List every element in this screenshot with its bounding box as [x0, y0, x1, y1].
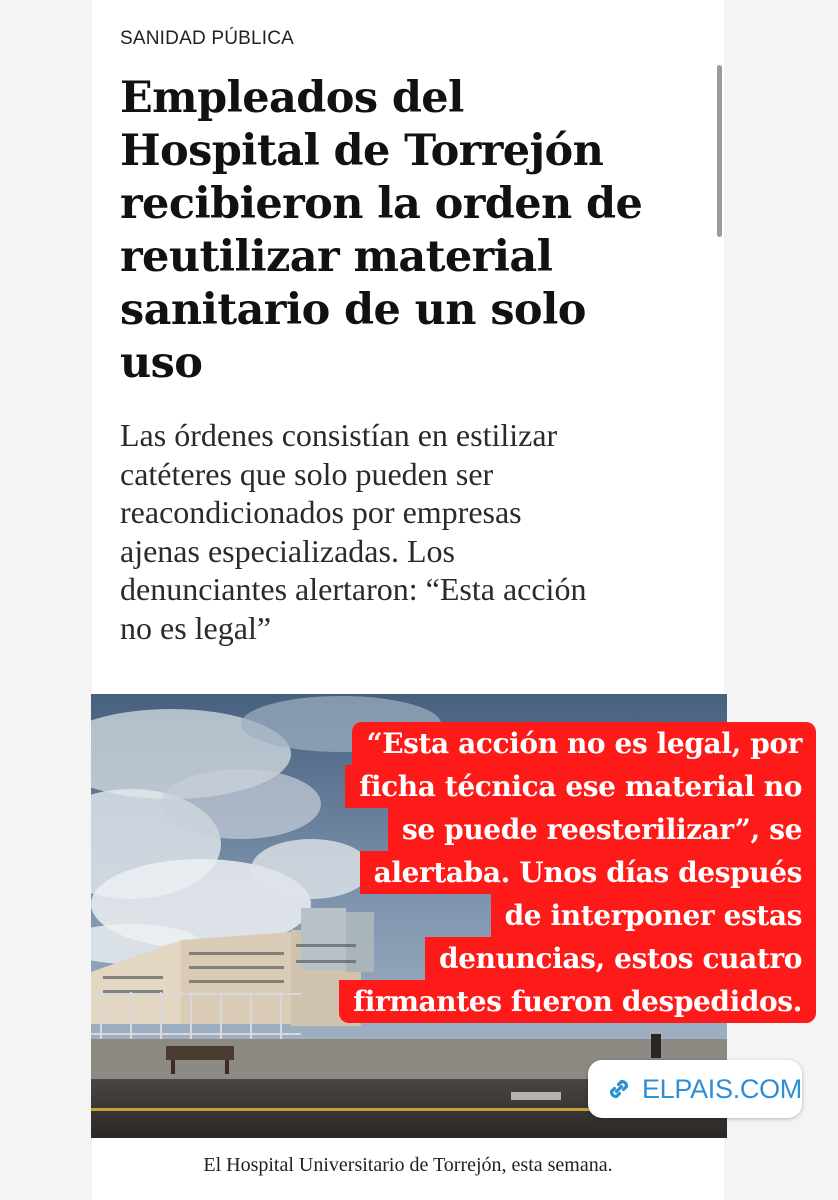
subtitle-line: catéteres que solo pueden ser — [120, 455, 494, 492]
quote-line: ficha técnica ese material no — [345, 765, 816, 808]
headline-line: Hospital de Torrejón — [120, 126, 604, 176]
link-icon — [604, 1074, 634, 1104]
quote-line: denuncias, estos cuatro — [425, 937, 816, 980]
headline-line: Empleados del — [120, 73, 464, 123]
subtitle-line: denunciantes alertaron: “Esta acción — [120, 571, 587, 607]
headline-line: reutilizar material — [120, 232, 553, 282]
quote-line: “Esta acción no es legal, por — [352, 722, 816, 765]
quote-line: se puede reesterilizar”, se — [388, 808, 816, 851]
section-label[interactable]: SANIDAD PÚBLICA — [120, 28, 295, 49]
article-headline — [120, 72, 710, 390]
quote-line: de interponer estas — [491, 894, 816, 937]
subtitle-line: Las órdenes consistían en estilizar — [120, 417, 558, 453]
subtitle-line: ajenas especializadas. Los — [120, 532, 455, 569]
source-link-label: ELPAIS.COM — [641, 1073, 802, 1104]
quote-overlay — [256, 722, 816, 1023]
source-link-sticker[interactable] — [588, 1060, 802, 1118]
quote-line: alertaba. Unos días después — [360, 851, 816, 894]
subtitle-line: no es legal” — [120, 609, 272, 646]
article-subtitle — [120, 416, 710, 647]
headline-line: recibieron la orden de — [120, 179, 643, 229]
headline-line: uso — [120, 338, 203, 388]
scrollbar[interactable] — [717, 65, 722, 237]
subtitle-line: reacondicionados por empresas — [120, 494, 522, 530]
photo-caption: El Hospital Universitario de Torrejón, esta semana. — [203, 1154, 613, 1176]
headline-line: sanitario de un solo — [120, 285, 586, 335]
quote-line: firmantes fueron despedidos. — [339, 980, 816, 1023]
